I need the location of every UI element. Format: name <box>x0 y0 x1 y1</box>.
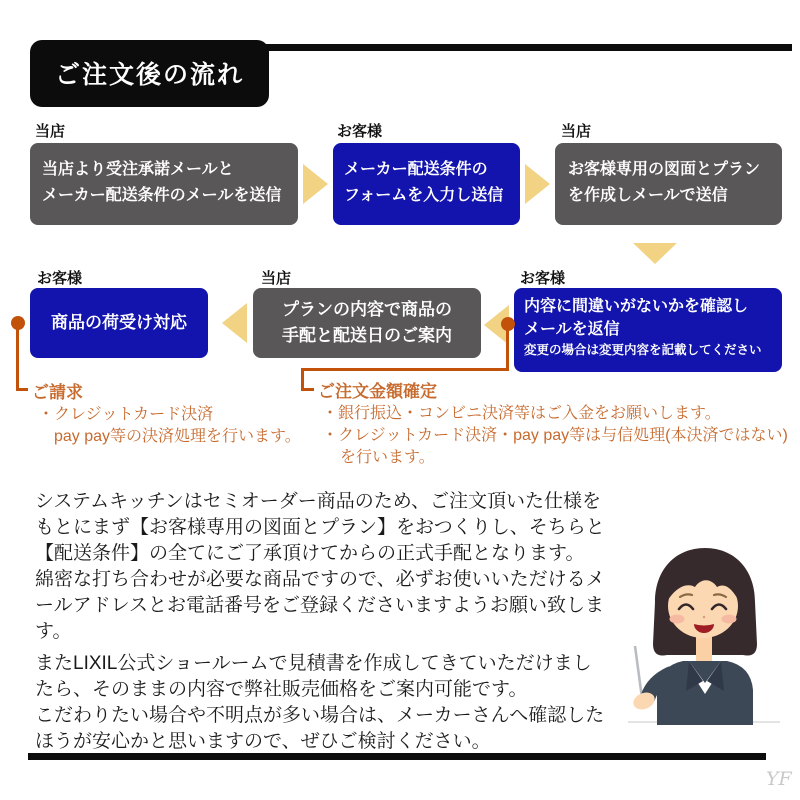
flow-step-confirm-reply <box>514 288 782 372</box>
actor-label-shop-1: 当店 <box>35 123 66 140</box>
flow-step-text: お客様専用の図面とプラン <box>568 161 761 178</box>
annotation-billing-title: ご請求 <box>32 383 83 402</box>
flow-step-text: フォームを入力し送信 <box>344 187 504 204</box>
flow-step-text: プランの内容で商品の <box>282 300 452 319</box>
flow-step-arrange-delivery <box>253 288 481 358</box>
annotation-amount-bullet: ・銀行振込・コンビニ決済等はご入金をお願いします。 <box>322 405 721 422</box>
connector-dot <box>11 316 25 330</box>
body-text-line: 【配送条件】の全てにご了承頂けてからの正式手配となります。 <box>35 543 585 564</box>
actor-label-customer-1: お客様 <box>337 123 383 140</box>
body-text-line: こだわりたい場合や不明点が多い場合は、メーカーさんへ確認した <box>35 705 605 726</box>
actor-label-customer-3: お客様 <box>37 270 83 287</box>
top-rule <box>240 44 792 51</box>
annotation-billing-bullet: ・クレジットカード決済 <box>38 406 214 423</box>
flow-step-text: を作成しメールで送信 <box>568 187 728 204</box>
arrow-right-icon <box>303 164 328 204</box>
actor-label-shop-2: 当店 <box>561 123 592 140</box>
flow-step-text: 内容に間違いがないかを確認し <box>524 298 749 315</box>
arrow-down-icon <box>633 243 677 264</box>
body-text-line: す。 <box>35 621 72 642</box>
pointer-stick <box>635 646 642 698</box>
annotation-amount-title: ご注文金額確定 <box>318 382 437 401</box>
connector-dot <box>501 317 515 331</box>
flow-step-text: 商品の荷受け対応 <box>51 313 187 332</box>
arrow-left-icon <box>222 303 247 343</box>
arrow-right-icon <box>525 164 550 204</box>
flow-step-text: 当店より受注承諾メールと <box>42 161 234 178</box>
businesswoman-illustration <box>625 540 785 725</box>
annotation-amount-bullet: を行います。 <box>340 449 435 466</box>
flow-step-acceptance-mail <box>30 143 298 225</box>
flow-step-text: 手配と配送日のご案内 <box>282 326 452 345</box>
flow-step-drawing-plan <box>555 143 782 225</box>
annotation-amount-bullet: ・クレジットカード決済・pay pay等は与信処理(本決済ではない) <box>322 427 788 444</box>
bottom-rule <box>28 753 766 760</box>
flow-step-text: メーカー配送条件の <box>344 161 488 178</box>
flow-step-delivery-form <box>333 143 520 225</box>
body-text-line: たら、そのままの内容で弊社販売価格をご案内可能です。 <box>35 679 528 700</box>
flow-step-text: メーカー配送条件のメールを送信 <box>42 187 282 204</box>
body-text-line: ールアドレスとお電話番号をご登録くださいますようお願い致しま <box>35 595 605 616</box>
connector-line <box>506 330 509 371</box>
body-text-line: ほうが安心かと思いますので、ぜひご検討ください。 <box>35 731 491 752</box>
body-text-line: またLIXIL公式ショールームで見積書を作成してきていただけまし <box>35 653 592 674</box>
actor-label-customer-2: お客様 <box>520 270 566 287</box>
flow-step-text: メールを返信 <box>524 321 620 338</box>
body-text-line: システムキッチンはセミオーダー商品のため、ご注文頂いた仕様を <box>35 491 602 512</box>
flow-step-receive-goods <box>30 288 208 358</box>
flow-step-note: 変更の場合は変更内容を記載してください <box>524 343 762 357</box>
watermark: YF <box>766 768 792 790</box>
body-text-line: 綿密な打ち合わせが必要な商品ですので、必ずお使いいただけるメ <box>35 569 605 590</box>
connector-line <box>16 388 28 391</box>
actor-label-shop-3: 当店 <box>261 270 292 287</box>
connector-line <box>301 388 314 391</box>
connector-line <box>16 329 19 391</box>
annotation-billing-bullet: pay pay等の決済処理を行います。 <box>54 428 301 445</box>
body-text-line: もとにまず【お客様専用の図面とプラン】をおつくりし、そちらと <box>35 517 605 538</box>
page-title: ご注文後の流れ <box>30 40 269 107</box>
connector-line <box>301 368 509 371</box>
